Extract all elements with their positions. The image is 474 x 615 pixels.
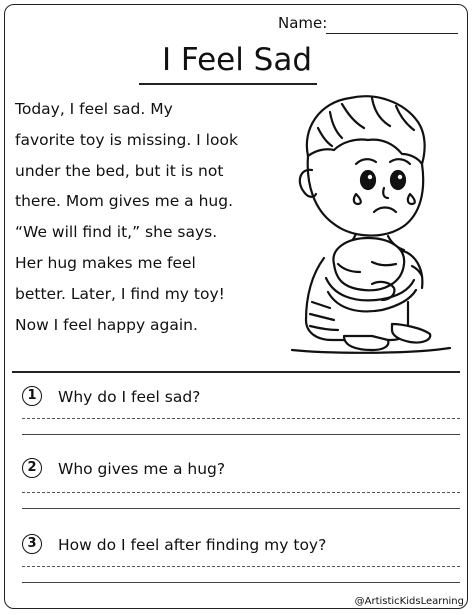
story-line: Today, I feel sad. My xyxy=(15,100,173,118)
section-divider xyxy=(12,371,460,373)
story-line: favorite toy is missing. I look xyxy=(15,130,238,149)
question-2 xyxy=(22,457,462,481)
question-text: Who gives me a hug? xyxy=(58,460,226,478)
answer-writing-line[interactable] xyxy=(22,582,460,583)
story-line: Now I feel happy again. xyxy=(15,315,198,334)
sad-boy-illustration xyxy=(272,88,468,356)
question-3 xyxy=(22,533,462,557)
title-underline xyxy=(139,83,317,85)
story-line: Her hug makes me feel xyxy=(15,253,196,272)
story-line: “We will find it,” she says. xyxy=(15,223,218,242)
answer-writing-line[interactable] xyxy=(22,508,460,509)
answer-writing-line[interactable] xyxy=(22,434,460,435)
question-text: Why do I feel sad? xyxy=(58,388,201,406)
question-number-badge: 2 xyxy=(22,458,42,478)
story-line: better. Later, I find my toy! xyxy=(15,284,225,303)
credit-text: @ArtisticKidsLearning xyxy=(354,596,464,607)
question-1 xyxy=(22,385,462,409)
story-passage xyxy=(15,94,277,340)
answer-guide-line xyxy=(22,418,460,419)
question-text: How do I feel after finding my toy? xyxy=(58,536,327,554)
worksheet-title: I Feel Sad xyxy=(161,42,313,78)
question-number-badge: 3 xyxy=(22,534,42,554)
story-line: under the bed, but it is not xyxy=(15,161,224,180)
answer-guide-line xyxy=(22,492,460,493)
name-writing-line[interactable] xyxy=(326,33,458,34)
answer-guide-line xyxy=(22,566,460,567)
story-line: there. Mom gives me a hug. xyxy=(15,192,233,211)
name-label: Name: xyxy=(278,14,328,32)
question-number-badge: 1 xyxy=(22,386,42,406)
